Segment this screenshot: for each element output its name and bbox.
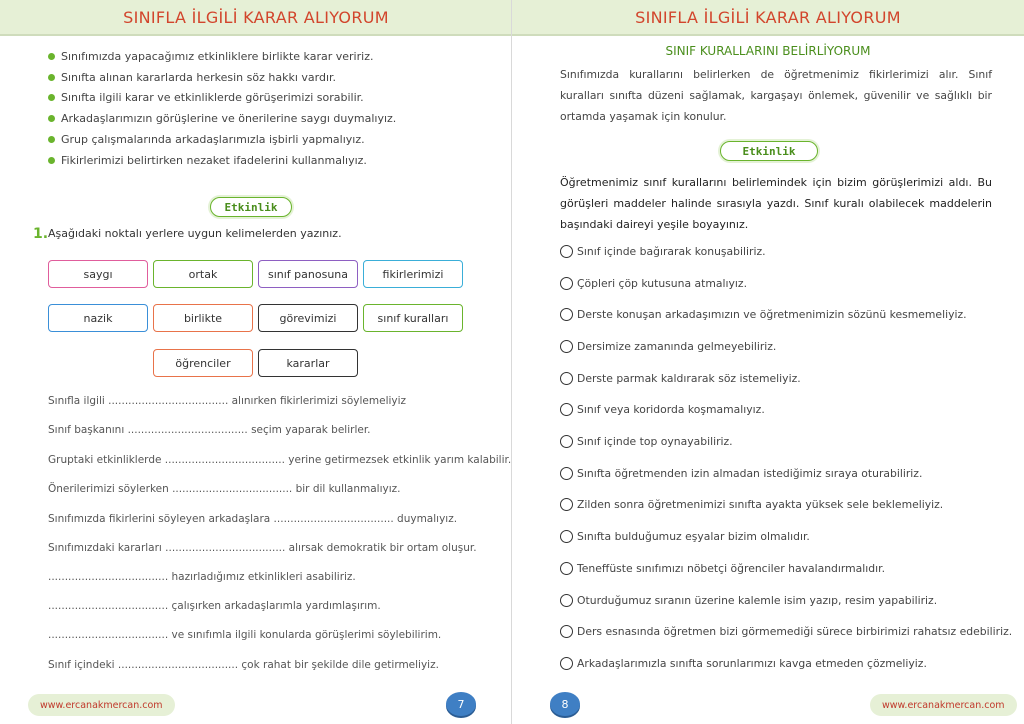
fill-sentence[interactable]: Sınıf içindeki .................................... çok rahat bir şekilde dile getirmeliyiz. [48,659,439,671]
bullet-dot-icon [48,157,55,164]
circle-checkbox-icon[interactable] [560,308,573,321]
word-box: görevimizi [258,304,358,332]
rule-option[interactable] [560,562,885,575]
bullet-list [48,46,396,171]
circle-checkbox-icon[interactable] [560,562,573,575]
bullet-text: Grup çalışmalarında arkadaşlarımızla işbirli yapmalıyız. [61,133,365,147]
rule-option[interactable] [560,530,810,543]
task-instructions: Öğretmenimiz sınıf kurallarını belirlemindek için bizim görüşlerimizi aldı. Bu görüşleri maddeler halinde sırasıyla yazdı. Sınıf kuralı olabilecek maddelerin başındaki daireyi yeşile boyayınız. [560,176,992,231]
circle-checkbox-icon[interactable] [560,372,573,385]
rule-option-text: Oturduğumuz sıranın üzerine kalemle isim yazıp, resim yapabiliriz. [577,594,938,607]
rule-option[interactable] [560,625,1012,638]
rule-option[interactable] [560,594,937,607]
section-title: SINIF KURALLARINI BELİRLİYORUM [665,44,871,58]
fill-sentence[interactable]: .................................... çalışırken arkadaşlarımla yardımlaşırım. [48,600,381,612]
rule-option[interactable] [560,277,747,290]
rule-option[interactable] [560,498,943,511]
bullet-text: Fikirlerimizi belirtirken nezaket ifadelerini kullanmalıyız. [61,153,367,167]
word-box: nazik [48,304,148,332]
fill-sentence[interactable]: Sınıfımızdaki kararları .................................... alırsak demokratik bir ortam oluşur. [48,542,477,554]
bullet-item [48,108,396,129]
rule-option[interactable] [560,467,922,480]
question-text: Aşağıdaki noktalı yerlere uygun kelimelerden yazınız. [48,227,342,240]
rule-option-text: Derste konuşan arkadaşımızın ve öğretmenimizin sözünü kesmemeliyiz. [577,308,967,321]
rule-option-text: Zilden sonra öğretmenimizi sınıfta ayakta yüksek sele beklemeliyiz. [577,498,944,511]
rule-option[interactable] [560,340,776,353]
fill-sentence[interactable]: .................................... ve sınıfımla ilgili konularda görüşlerimi söylebilirim. [48,629,442,641]
intro-paragraph: Sınıfımızda kurallarını belirlerken de öğretmenimiz fikirlerimizi alır. Sınıf kuralları sınıfta düzeni sağlamak, kargaşayı önlemek, güvenilir ve sağlıklı bir ortamda yaşamak için konulur. [560,68,992,123]
right-header [512,0,1024,36]
fill-sentence[interactable]: .................................... hazırladığımız etkinlikleri asabiliriz. [48,571,356,583]
circle-checkbox-icon[interactable] [560,245,573,258]
rule-option[interactable] [560,403,765,416]
footer-website-link[interactable]: www.ercanakmercan.com [870,694,1017,716]
bullet-text: Sınıfta alınan kararlarda herkesin söz hakkı vardır. [61,70,337,84]
rule-option[interactable] [560,372,801,385]
activity-badge: Etkinlik [720,141,818,161]
fill-sentence[interactable]: Gruptaki etkinliklerde .................................... yerine getirmezsek etkinlik yarım kalabilir. [48,454,512,466]
bullet-item [48,46,396,67]
circle-checkbox-icon[interactable] [560,530,573,543]
bullet-text: Sınıfta ilgili karar ve etkinliklerde görüşerimizi sorabilir. [61,91,364,105]
rule-option-text: Sınıfta öğretmenden izin almadan istediğimiz sıraya oturabiliriz. [577,467,923,480]
circle-checkbox-icon[interactable] [560,277,573,290]
rule-option[interactable] [560,308,967,321]
bullet-item [48,67,396,88]
word-box: birlikte [153,304,253,332]
word-box: sınıf panosuna [258,260,358,288]
right-page [512,0,1024,724]
word-box: ortak [153,260,253,288]
circle-checkbox-icon[interactable] [560,657,573,670]
word-box: fikirlerimizi [363,260,463,288]
rule-option[interactable] [560,245,766,258]
bullet-item [48,129,396,150]
bullet-dot-icon [48,115,55,122]
rule-option[interactable] [560,435,733,448]
circle-checkbox-icon[interactable] [560,403,573,416]
rule-option-text: Derste parmak kaldırarak söz istemeliyiz. [577,372,801,385]
circle-checkbox-icon[interactable] [560,625,573,638]
bullet-text: Arkadaşlarımızın görüşlerine ve önerilerine saygı duymalıyız. [61,112,397,126]
bullet-text: Sınıfımızda yapacağımız etkinliklere birlikte karar veririz. [61,49,374,63]
word-box: sınıf kuralları [363,304,463,332]
bullet-item [48,150,396,171]
rule-option-text: Sınıf içinde bağırarak konuşabiliriz. [577,245,766,258]
rule-option-text: Sınıfta bulduğumuz eşyalar bizim olmalıdır. [577,530,810,543]
rule-option[interactable] [560,657,927,670]
footer-website-link[interactable]: www.ercanakmercan.com [28,694,175,716]
bullet-dot-icon [48,53,55,60]
page-number-badge: 7 [446,692,476,716]
rule-option-text: Arkadaşlarımızla sınıfta sorunlarımızı kavga etmeden çözmeliyiz. [577,657,927,670]
bullet-dot-icon [48,74,55,81]
word-box: kararlar [258,349,358,377]
word-box: öğrenciler [153,349,253,377]
bullet-dot-icon [48,94,55,101]
rule-option-text: Çöpleri çöp kutusuna atmalıyız. [577,277,748,290]
circle-checkbox-icon[interactable] [560,467,573,480]
circle-checkbox-icon[interactable] [560,498,573,511]
page-number-badge: 8 [550,692,580,716]
rule-option-text: Teneffüste sınıfımızı nöbetçi öğrenciler havalandırmalıdır. [577,562,886,575]
word-box: saygı [48,260,148,288]
fill-sentence[interactable]: Önerilerimizi söylerken .................................... bir dil kullanmalıyız. [48,483,401,495]
question-number: 1. [33,226,49,242]
bullet-dot-icon [48,136,55,143]
fill-sentence[interactable]: Sınıfımızda fikirlerini söyleyen arkadaşlara .................................... duymalıyız. [48,513,458,525]
left-header-title: SINIFLA İLGİLİ KARAR ALIYORUM [123,7,389,27]
rule-option-text: Sınıf veya koridorda koşmamalıyız. [577,403,765,416]
fill-sentence[interactable]: Sınıf başkanını .................................... seçim yaparak belirler. [48,424,371,436]
circle-checkbox-icon[interactable] [560,340,573,353]
circle-checkbox-icon[interactable] [560,594,573,607]
rule-option-text: Sınıf içinde top oynayabiliriz. [577,435,733,448]
right-header-title: SINIFLA İLGİLİ KARAR ALIYORUM [635,7,901,27]
rule-option-text: Ders esnasında öğretmen bizi görmemediği sürece birbirimizi rahatsız edebiliriz. [577,625,1013,638]
rule-option-text: Dersimize zamanında gelmeyebiliriz. [577,340,777,353]
activity-badge: Etkinlik [210,197,292,217]
left-header [0,0,512,36]
fill-sentence[interactable]: Sınıfla ilgili .................................... alınırken fikirlerimizi söylemeliyiz [48,395,407,407]
bullet-item [48,88,396,109]
circle-checkbox-icon[interactable] [560,435,573,448]
